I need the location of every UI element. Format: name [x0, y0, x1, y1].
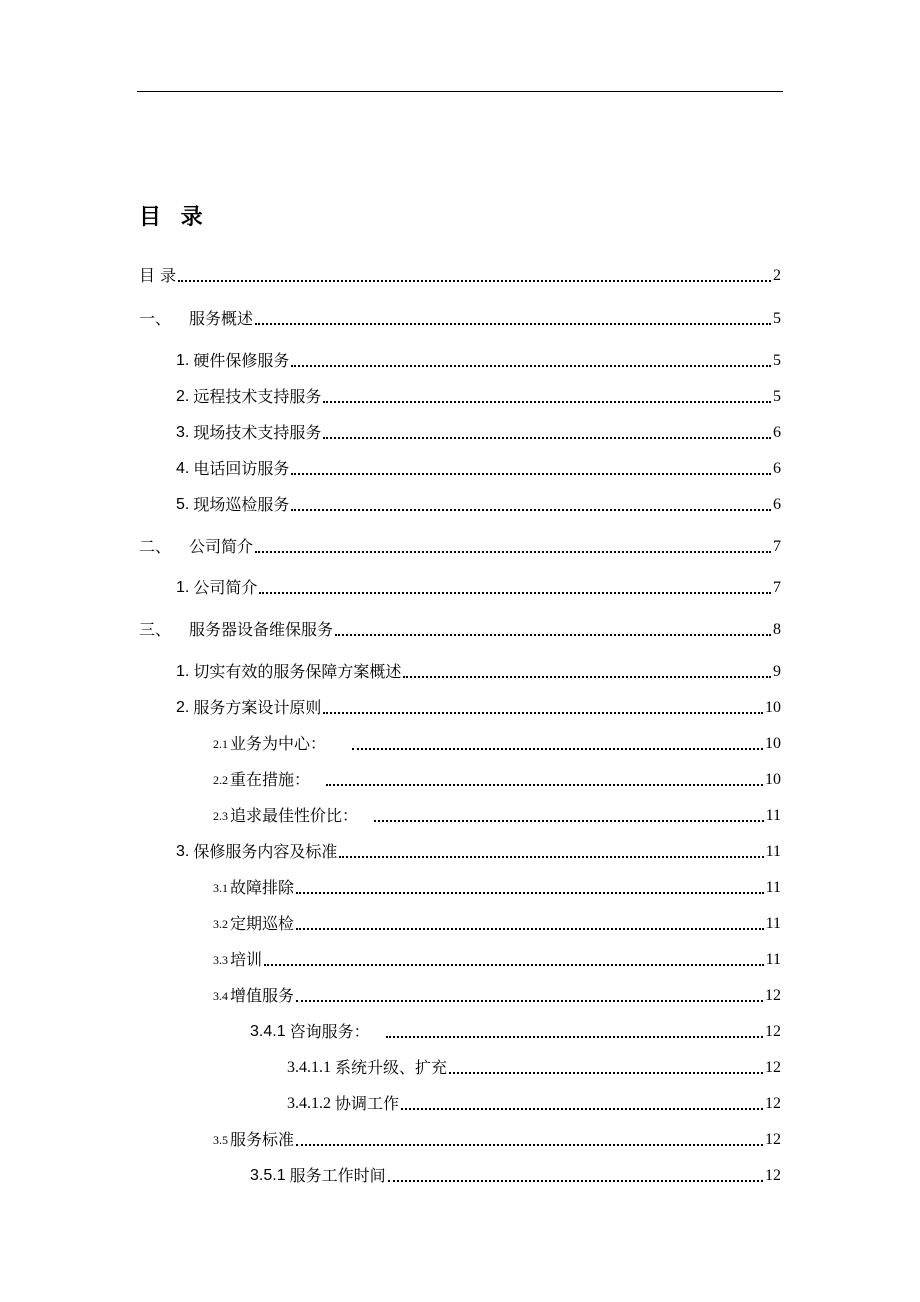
toc-entry-page: 6 — [773, 424, 781, 441]
toc-leader-dots — [291, 365, 771, 367]
toc-entry-page: 10 — [765, 699, 781, 716]
toc-entry-label: 保修服务内容及标准 — [193, 842, 338, 861]
toc-entry-label: 增值服务 — [230, 986, 295, 1005]
toc-entry[interactable] — [176, 694, 781, 718]
toc-entry[interactable] — [213, 1126, 781, 1150]
toc-entry-number: 2.3 — [213, 809, 228, 823]
toc-entry-number: 3.4.1 — [250, 1023, 286, 1040]
toc-leader-dots — [178, 280, 771, 282]
toc-entry-label: 追求最佳性价比： — [230, 806, 359, 825]
toc-entry-page: 11 — [765, 951, 781, 968]
header-rule — [137, 91, 783, 92]
toc-leader-dots — [296, 892, 764, 894]
toc-entry-label: 硬件保修服务 — [193, 351, 290, 370]
toc-entry[interactable] — [213, 982, 781, 1006]
toc-entry-label: 公司简介 — [193, 578, 258, 597]
toc-leader-dots — [374, 820, 764, 822]
toc-entry[interactable] — [213, 874, 781, 898]
toc-entry-page: 12 — [765, 1023, 781, 1040]
toc-entry-number: 2. — [176, 388, 190, 405]
toc-entry-label: 现场技术支持服务 — [193, 423, 322, 442]
toc-leader-dots — [296, 1000, 763, 1002]
toc-leader-dots — [388, 1180, 763, 1182]
toc-entry-page: 9 — [773, 663, 781, 680]
toc-entry[interactable] — [139, 533, 781, 557]
toc-leader-dots — [352, 748, 763, 750]
toc-entry-number: 二、 — [139, 537, 172, 556]
toc-leader-dots — [339, 856, 763, 858]
toc-entry-number: 1. — [176, 663, 190, 680]
toc-entry-page: 11 — [765, 807, 781, 824]
toc-entry[interactable] — [139, 305, 781, 329]
toc-entry[interactable] — [176, 838, 781, 862]
toc-entry-number: 1. — [176, 579, 190, 596]
toc-entry-number: 三、 — [139, 620, 172, 639]
toc-entry-label: 切实有效的服务保障方案概述 — [193, 662, 402, 681]
toc-leader-dots — [326, 784, 763, 786]
toc-entry[interactable] — [213, 802, 781, 826]
toc-entry-number: 3.5.1 — [250, 1167, 286, 1184]
toc-entry-number: 3.4 — [213, 989, 228, 1003]
toc-leader-dots — [403, 676, 771, 678]
toc-entry[interactable] — [139, 262, 781, 286]
toc-entry[interactable] — [176, 419, 781, 443]
toc-leader-dots — [323, 712, 763, 714]
toc-leader-dots — [255, 551, 771, 553]
toc-leader-dots — [449, 1072, 763, 1074]
toc-entry-number: 5. — [176, 496, 190, 513]
toc-entry-page: 11 — [765, 915, 781, 932]
toc-entry-number: 2.2 — [213, 773, 228, 787]
toc-entry-label: 服务方案设计原则 — [193, 698, 322, 717]
toc-entry[interactable] — [250, 1018, 781, 1042]
toc-entry-page: 12 — [765, 987, 781, 1004]
toc-leader-dots — [386, 1036, 763, 1038]
toc-leader-dots — [259, 592, 771, 594]
toc-leader-dots — [296, 1144, 763, 1146]
toc-entry-label: 定期巡检 — [230, 914, 295, 933]
toc-entry-page: 11 — [765, 879, 781, 896]
toc-entry-label: 服务器设备维保服务 — [189, 620, 334, 639]
toc-entry-number: 一、 — [139, 309, 172, 328]
toc-entry-number: 3.4.1.2 — [287, 1095, 331, 1112]
toc-leader-dots — [401, 1108, 763, 1110]
toc-entry-page: 7 — [773, 579, 781, 596]
toc-entry-label: 重在措施： — [230, 770, 311, 789]
toc-entry-page: 12 — [765, 1131, 781, 1148]
toc-leader-dots — [323, 437, 771, 439]
toc-entry-label: 电话回访服务 — [193, 459, 290, 478]
toc-entry[interactable] — [213, 730, 781, 754]
toc-entry-number: 3. — [176, 424, 190, 441]
toc-entry[interactable] — [287, 1054, 781, 1078]
toc-entry-label: 故障排除 — [230, 878, 295, 897]
toc-entry-label: 业务为中心： — [230, 734, 327, 753]
toc-entry-label: 咨询服务： — [289, 1022, 370, 1041]
toc-entry-page: 10 — [765, 735, 781, 752]
toc-entry-label: 现场巡检服务 — [193, 495, 290, 514]
toc-entry-number: 3.2 — [213, 917, 228, 931]
toc-leader-dots — [291, 473, 771, 475]
toc-entry-label: 服务工作时间 — [289, 1166, 386, 1185]
toc-entry-label: 培训 — [230, 950, 263, 969]
toc-entry-number: 1. — [176, 352, 190, 369]
toc-entry-number: 3. — [176, 843, 190, 860]
toc-entry-page: 10 — [765, 771, 781, 788]
toc-entry[interactable] — [176, 455, 781, 479]
toc-leader-dots — [296, 928, 764, 930]
toc-entry-page: 12 — [765, 1059, 781, 1076]
toc-leader-dots — [264, 964, 764, 966]
toc-entry[interactable] — [176, 574, 781, 598]
toc-entry[interactable] — [176, 658, 781, 682]
toc-entry[interactable] — [213, 910, 781, 934]
toc-heading: 目 录 — [139, 205, 209, 230]
toc-entry-page: 6 — [773, 496, 781, 513]
toc-entry-page: 11 — [765, 843, 781, 860]
toc-entry-number: 2. — [176, 699, 190, 716]
toc-entry-number: 3.5 — [213, 1133, 228, 1147]
toc-entry-label: 协调工作 — [335, 1094, 400, 1113]
toc-entry-page: 7 — [773, 538, 781, 555]
toc-entry-page: 5 — [773, 352, 781, 369]
toc-entry-page: 12 — [765, 1095, 781, 1112]
toc-entry-page: 8 — [773, 621, 781, 638]
toc-leader-dots — [323, 401, 771, 403]
toc-entry-label: 远程技术支持服务 — [193, 387, 322, 406]
toc-entry[interactable] — [250, 1162, 781, 1186]
toc-entry-page: 5 — [773, 310, 781, 327]
toc-entry[interactable] — [213, 766, 781, 790]
toc-entry-number: 3.4.1.1 — [287, 1059, 331, 1076]
toc-leader-dots — [291, 509, 771, 511]
toc-entry-label: 服务概述 — [189, 309, 254, 328]
toc-entry[interactable] — [176, 491, 781, 515]
toc-entry-page: 6 — [773, 460, 781, 477]
toc-entry-page: 2 — [773, 267, 781, 284]
toc-entry-page: 12 — [765, 1167, 781, 1184]
toc-entry-label: 服务标准 — [230, 1130, 295, 1149]
toc-entry[interactable] — [287, 1090, 781, 1114]
toc-entry-label: 系统升级、扩充 — [335, 1058, 448, 1077]
toc-entry-page: 5 — [773, 388, 781, 405]
toc-entry[interactable] — [139, 616, 781, 640]
toc-entry-number: 2.1 — [213, 737, 228, 751]
toc-entry-number: 4. — [176, 460, 190, 477]
toc-entry-label: 目 录 — [139, 266, 177, 285]
toc-leader-dots — [255, 323, 771, 325]
toc-entry-number: 3.3 — [213, 953, 228, 967]
toc-entry[interactable] — [176, 383, 781, 407]
toc-entry-label: 公司简介 — [189, 537, 254, 556]
toc-entry[interactable] — [176, 347, 781, 371]
toc-entry[interactable] — [213, 946, 781, 970]
toc-leader-dots — [335, 634, 771, 636]
toc-entry-number: 3.1 — [213, 881, 228, 895]
